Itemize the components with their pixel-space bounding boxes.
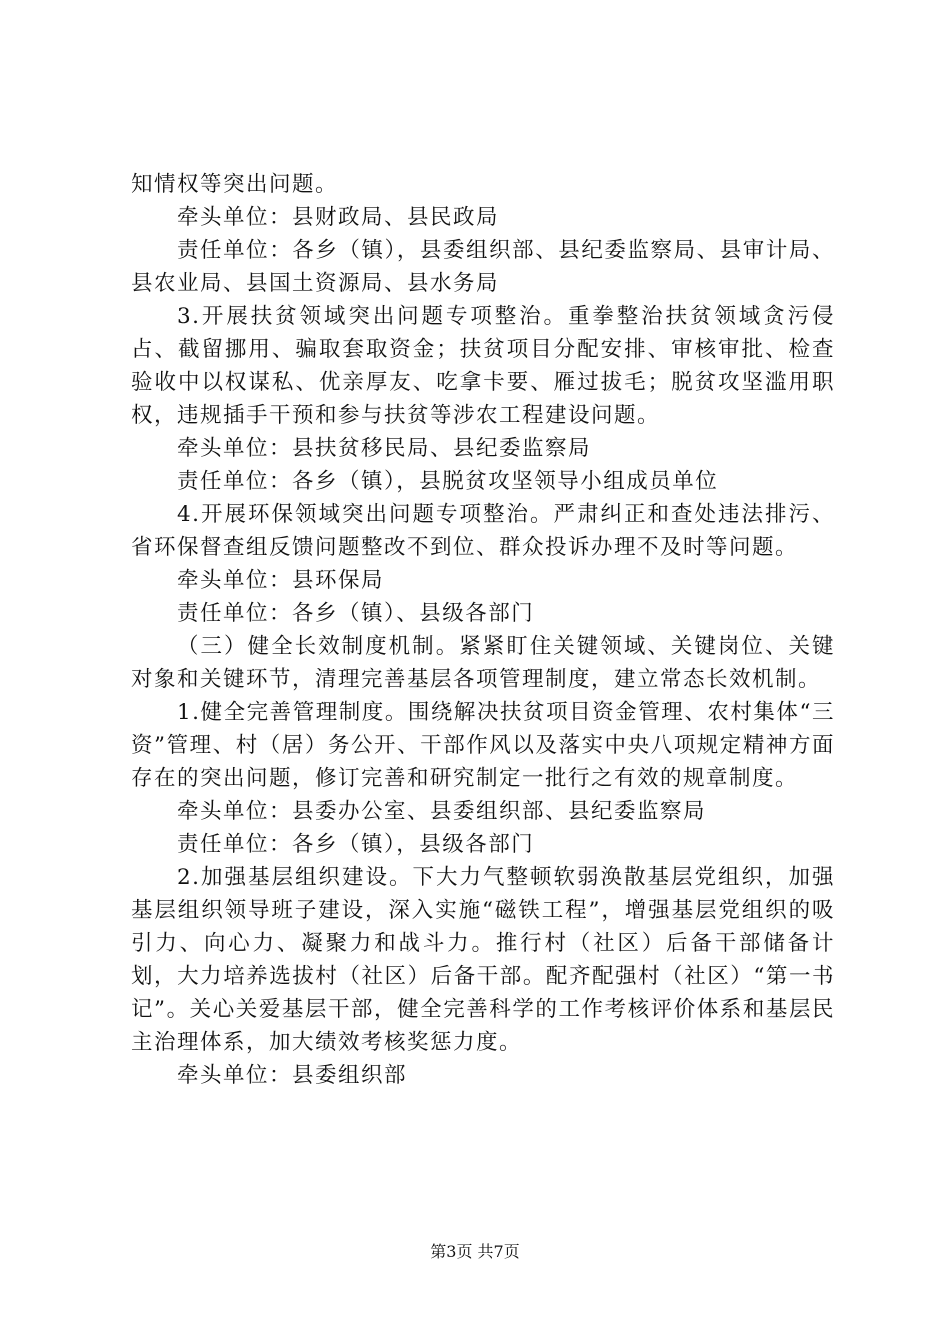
paragraph: 牵头单位：县财政局、县民政局 (177, 205, 500, 230)
paragraph: 责任单位：各乡（镇）、县级各部门 (177, 601, 535, 626)
paragraph: 牵头单位：县扶贫移民局、县纪委监察局 (177, 436, 592, 461)
paragraph: 知情权等突出问题。 (131, 172, 339, 197)
paragraph: 1.健全完善管理制度。围绕解决扶贫项目资金管理、农村集体“三资”管理、村（居）务公开、干部作风以及落实中央八项规定精神方面存在的突出问题，修订完善和研究制定一批行之有效的规章制度。 (131, 700, 835, 791)
paragraph: 4.开展环保领域突出问题专项整治。严肃纠正和查处违法排污、省环保督查组反馈问题整改不到位、群众投诉办理不及时等问题。 (131, 502, 835, 560)
paragraph: 责任单位：各乡（镇），县脱贫攻坚领导小组成员单位 (177, 469, 719, 494)
section-heading-paragraph: （三）健全长效制度机制。紧紧盯住关键领域、关键岗位、关键对象和关键环节，清理完善基层各项管理制度，建立常态长效机制。 (131, 634, 835, 692)
paragraph: 2.加强基层组织建设。下大力气整顿软弱涣散基层党组织，加强基层组织领导班子建设，深入实施“磁铁工程”，增强基层党组织的吸引力、向心力、凝聚力和战斗力。推行村（社区）后备干部储备计划，大力培养选拔村（社区）后备干部。配齐配强村（社区）“第一书记”。关心关爱基层干部，健全完善科学的工作考核评价体系和基层民主治理体系，加大绩效考核奖惩力度。 (131, 865, 835, 1055)
document-body (131, 168, 835, 1092)
paragraph: 牵头单位：县委办公室、县委组织部、县纪委监察局 (177, 799, 707, 824)
page-number-footer: 第3页 共7页 (430, 1242, 520, 1261)
paragraph: 牵头单位：县环保局 (177, 568, 385, 593)
paragraph: 责任单位：各乡（镇），县级各部门 (177, 832, 535, 857)
paragraph: 责任单位：各乡（镇），县委组织部、县纪委监察局、县审计局、县农业局、县国土资源局、县水务局 (131, 238, 835, 296)
paragraph: 牵头单位：县委组织部 (177, 1063, 408, 1088)
paragraph: 3.开展扶贫领域突出问题专项整治。重拳整治扶贫领域贪污侵占、截留挪用、骗取套取资金；扶贫项目分配安排、审核审批、检查验收中以权谋私、优亲厚友、吃拿卡要、雁过拔毛；脱贫攻坚滥用职权，违规插手干预和参与扶贫等涉农工程建设问题。 (131, 304, 835, 428)
